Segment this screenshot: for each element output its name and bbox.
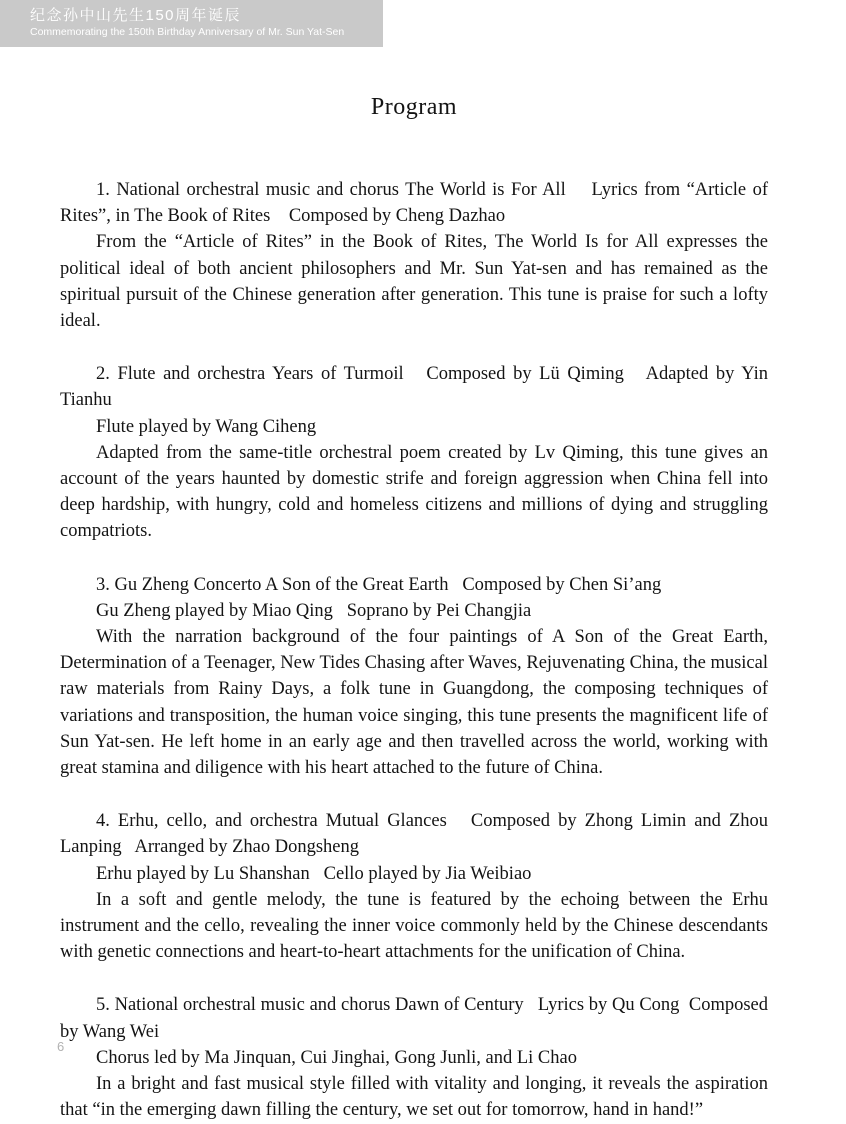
page-title-container xyxy=(60,94,768,121)
page-title: Program xyxy=(370,94,458,120)
program-item-description: In a bright and fast musical style filled with vitality and longing, it reveals the aspiration that “in the emerging dawn filling the century, we set out for tomorrow, hand in hand!” xyxy=(60,1074,773,1121)
header-title-chinese: 纪念孙中山先生150周年诞辰 xyxy=(30,7,242,24)
page-number: 6 xyxy=(57,1039,65,1054)
program-item-description: With the narration background of the four paintings of A Son of the Great Earth, Determination of a Teenager, New Tides Chasing after Waves, Rejuvenating China, the musical raw materials from Rainy Days, a folk tune in Guangdong, the composing techniques of variations and transposition, the human voice singing, this tune presents the magnificent life of Sun Yat-sen. He left home in an early age and then travelled across the world, working with great stamina and diligence with his heart attached to the future of China. xyxy=(60,627,773,779)
program-item-credits: Chorus led by Ma Jinquan, Cui Jinghai, Gong Junli, and Li Chao xyxy=(96,1047,577,1068)
program-item-credits: Flute played by Wang Ciheng xyxy=(96,416,317,437)
program-item-description: Adapted from the same-title orchestral poem created by Lv Qiming, this tune gives an account of the years haunted by domestic strife and foreign aggression when China fell into deep hardship, with hungry, cold and homeless citizens and millions of dying and struggling compatriots. xyxy=(60,442,773,542)
program-item-description: From the “Article of Rites” in the Book of Rites, The World Is for All expresses the political ideal of both ancient philosophers and Mr. Sun Yat-sen and has remained as the spiritual pursuit of the Chinese generation after generation. This tune is praise for such a lofty ideal. xyxy=(60,232,773,332)
program-list xyxy=(60,177,773,1124)
program-item-heading: 4. Erhu, cello, and orchestra Mutual Glances Composed by Zhong Limin and Zhou Lanping Arranged by Zhao Dongsheng xyxy=(60,811,773,858)
program-item xyxy=(60,361,773,544)
program-item xyxy=(60,177,773,334)
program-item xyxy=(60,572,773,782)
program-item-heading: 5. National orchestral music and chorus Dawn of Century Lyrics by Qu Cong Composed by Wang Wei xyxy=(60,995,773,1042)
program-item-heading: 3. Gu Zheng Concerto A Son of the Great Earth Composed by Chen Si’ang xyxy=(96,574,662,595)
program-item-credits: Gu Zheng played by Miao Qing Soprano by Pei Changjia xyxy=(96,600,532,621)
program-item-description: In a soft and gentle melody, the tune is featured by the echoing between the Erhu instrument and the cello, revealing the inner voice commonly held by the Chinese descendants with genetic connections and heart-to-heart attachments for the unification of China. xyxy=(60,889,773,963)
program-item xyxy=(60,808,773,965)
page-header-banner xyxy=(0,0,383,47)
program-item xyxy=(60,992,773,1123)
program-item-credits: Erhu played by Lu Shanshan Cello played by Jia Weibiao xyxy=(96,863,532,884)
program-item-heading: 1. National orchestral music and chorus The World is For All Lyrics from “Article of Rites”, in The Book of Rites Composed by Cheng Dazhao xyxy=(60,180,773,227)
program-item-heading: 2. Flute and orchestra Years of Turmoil Composed by Lü Qiming Adapted by Yin Tianhu xyxy=(60,364,773,411)
header-subtitle-english: Commemorating the 150th Birthday Anniversary of Mr. Sun Yat-Sen xyxy=(30,26,345,38)
